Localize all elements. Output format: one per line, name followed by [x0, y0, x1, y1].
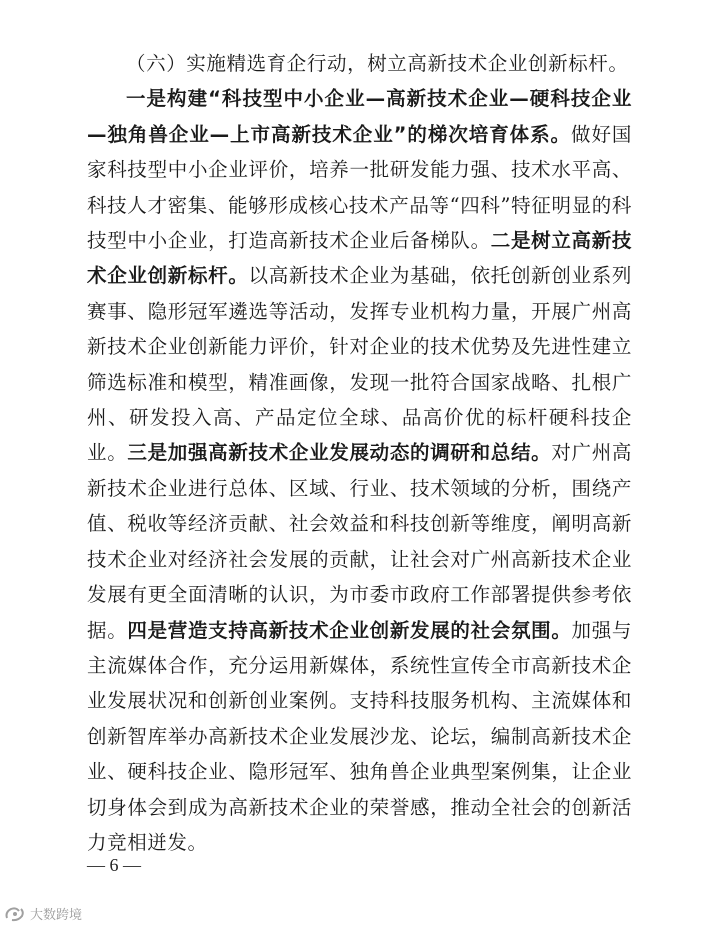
- emphasis-point-2: 二是树立高新技术企业创新标杆。: [87, 229, 632, 288]
- watermark-text: 大数跨境: [30, 908, 83, 923]
- watermark-logo-icon: [4, 905, 26, 923]
- body-text-1: 做好国家科技型中小企业评价，培养一批研发能力强、技术水平高、科技人才密集、能够形成核心技术产品等“四科”特征明显的科技型中小企业，打造高新技术企业后备梯队。: [87, 122, 632, 253]
- emphasis-point-3: 三是加强高新技术企业发展动态的调研和总结。: [127, 441, 552, 465]
- emphasis-point-1: 一是构建“科技型中小企业—高新技术企业—硬科技企业—独角兽企业—上市高新技术企业”的梯次培育体系。: [87, 87, 632, 146]
- body-paragraph: [87, 81, 632, 860]
- body-text-4: 加强与主流媒体合作，充分运用新媒体，系统性宣传全市高新技术企业发展状况和创新创业案例。支持科技服务机构、主流媒体和创新智库举办高新技术企业发展沙龙、论坛，编制高新技术企业、硬科技企业、隐形冠军、独角兽企业典型案例集，让企业切身体会到成为高新技术企业的荣誉感，推动全社会的创新活力竞相迸发。: [87, 618, 633, 854]
- watermark: [4, 904, 82, 923]
- body-text-2: 以高新技术企业为基础，依托创新创业系列赛事、隐形冠军遴选等活动，发挥专业机构力量，开展广州高新技术企业创新能力评价，针对企业的技术优势及先进性建立筛选标准和模型，精准画像，发现一批符合国家战略、扎根广州、研发投入高、产品定位全球、品高价优的标杆硬科技企业。: [87, 264, 632, 465]
- body-text-3: 对广州高新技术企业进行总体、区域、行业、技术领域的分析，围绕产值、税收等经济贡献、社会效益和科技创新等维度，阐明高新技术企业对经济社会发展的贡献，让社会对广州高新技术企业发展有更全面清晰的认识，为市委市政府工作部署提供参考依据。: [87, 441, 633, 642]
- document-body: [87, 46, 632, 860]
- emphasis-point-4: 四是营造支持高新技术企业创新发展的社会氛围。: [127, 618, 572, 642]
- section-heading: （六）实施精选育企行动，树立高新技术企业创新标杆。: [126, 52, 629, 75]
- page-number: — 6 —: [87, 855, 141, 875]
